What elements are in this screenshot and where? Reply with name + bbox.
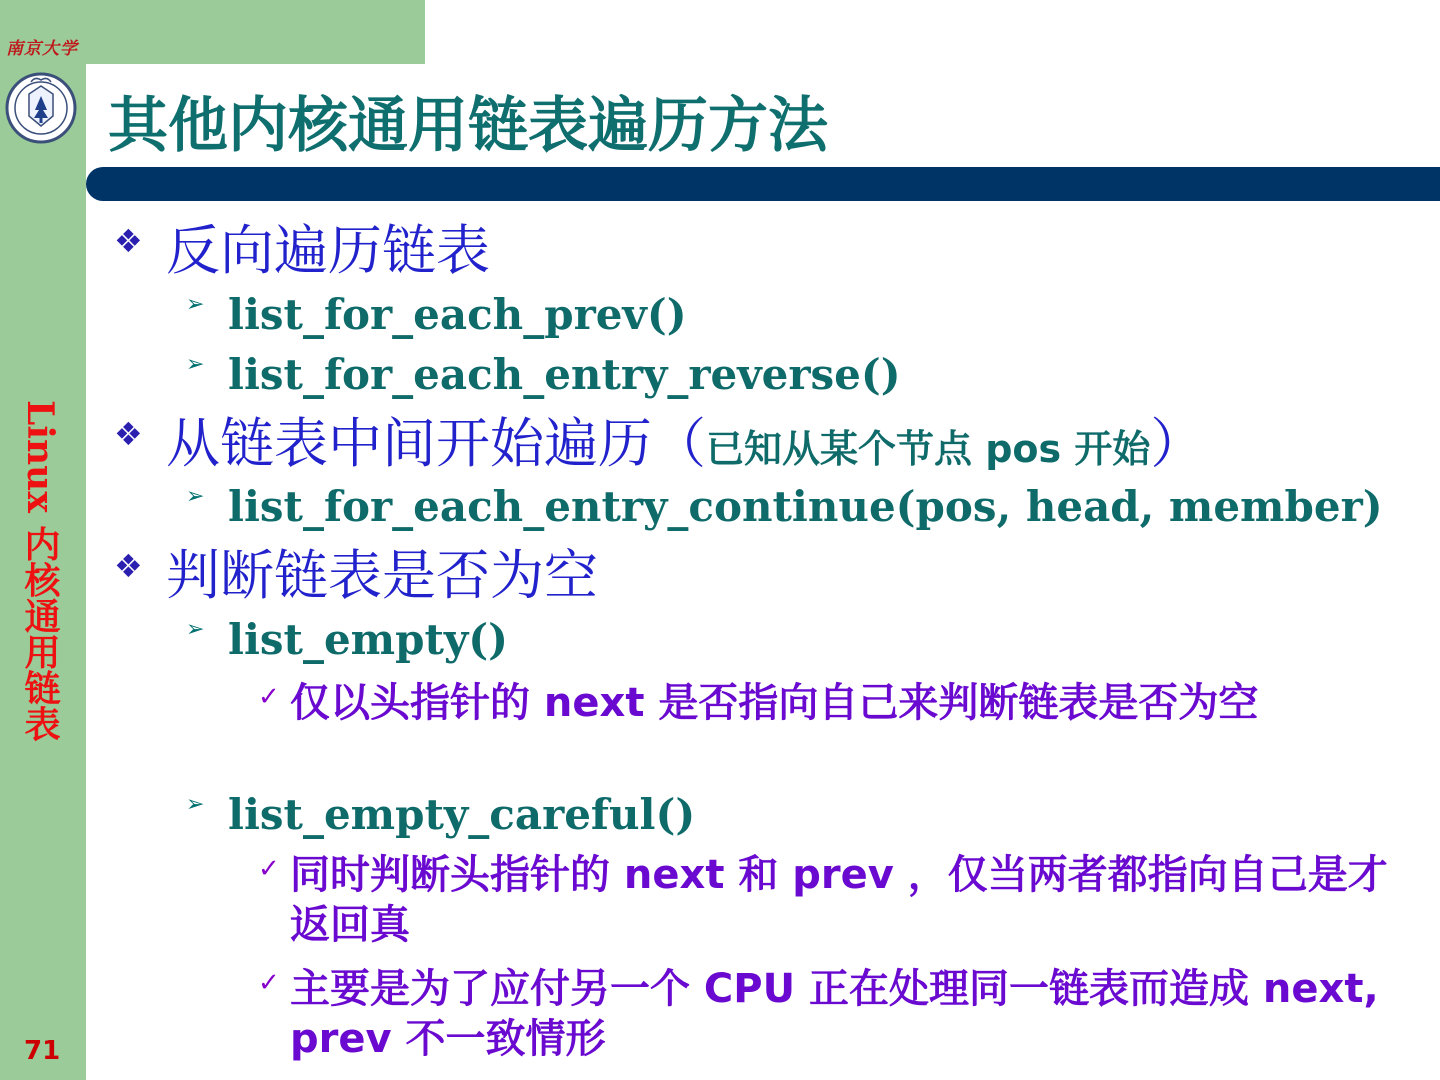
checkmark-bullet-icon: ✓ — [258, 682, 280, 712]
detail-text: 仅以头指针的 next 是否指向自己来判断链表是否为空 — [290, 680, 1259, 726]
code-item: list_for_each_prev() — [228, 290, 687, 339]
heading-note: 已知从某个节点 pos 开始 — [706, 427, 1151, 471]
arrow-bullet-icon: ➢ — [186, 617, 205, 642]
arrow-bullet-icon: ➢ — [186, 292, 205, 317]
code-item: list_for_each_entry_continue(pos, head, member) — [228, 482, 1383, 531]
bullet-heading: 判断链表是否为空 — [166, 544, 598, 607]
arrow-bullet-icon: ➢ — [186, 352, 205, 377]
checkmark-bullet-icon: ✓ — [258, 854, 280, 884]
detail-text: 主要是为了应付另一个 CPU 正在处理同一链表而造成 next, prev 不一致情形 — [290, 966, 1379, 1062]
checkmark-bullet-icon: ✓ — [258, 968, 280, 998]
code-item: list_empty() — [228, 615, 509, 664]
slide-title: 其他内核通用链表遍历方法 — [108, 91, 828, 161]
diamond-bullet-icon: ❖ — [114, 222, 143, 260]
code-item: list_empty_careful() — [228, 790, 696, 839]
heading-text: 从链表中间开始遍历 — [166, 412, 652, 475]
diamond-bullet-icon: ❖ — [114, 547, 143, 585]
arrow-bullet-icon: ➢ — [186, 792, 205, 817]
university-seal-icon — [5, 60, 77, 158]
note-close-paren: ） — [1150, 412, 1205, 475]
note-open-paren: （ — [652, 412, 706, 475]
university-name-logo: 南京大学 — [6, 39, 78, 59]
code-item: list_for_each_entry_reverse() — [228, 350, 901, 399]
title-underline-bar — [86, 167, 1440, 201]
bullet-heading — [166, 401, 1204, 478]
bullet-heading: 反向遍历链表 — [166, 219, 490, 282]
diamond-bullet-icon: ❖ — [114, 415, 143, 453]
page-number: 71 — [24, 1036, 61, 1066]
side-vertical-label: Linux 内核通用链表 — [19, 400, 61, 742]
detail-text: 同时判断头指针的 next 和 prev ，仅当两者都指向自己是才返回真 — [290, 852, 1388, 948]
arrow-bullet-icon: ➢ — [186, 484, 205, 509]
